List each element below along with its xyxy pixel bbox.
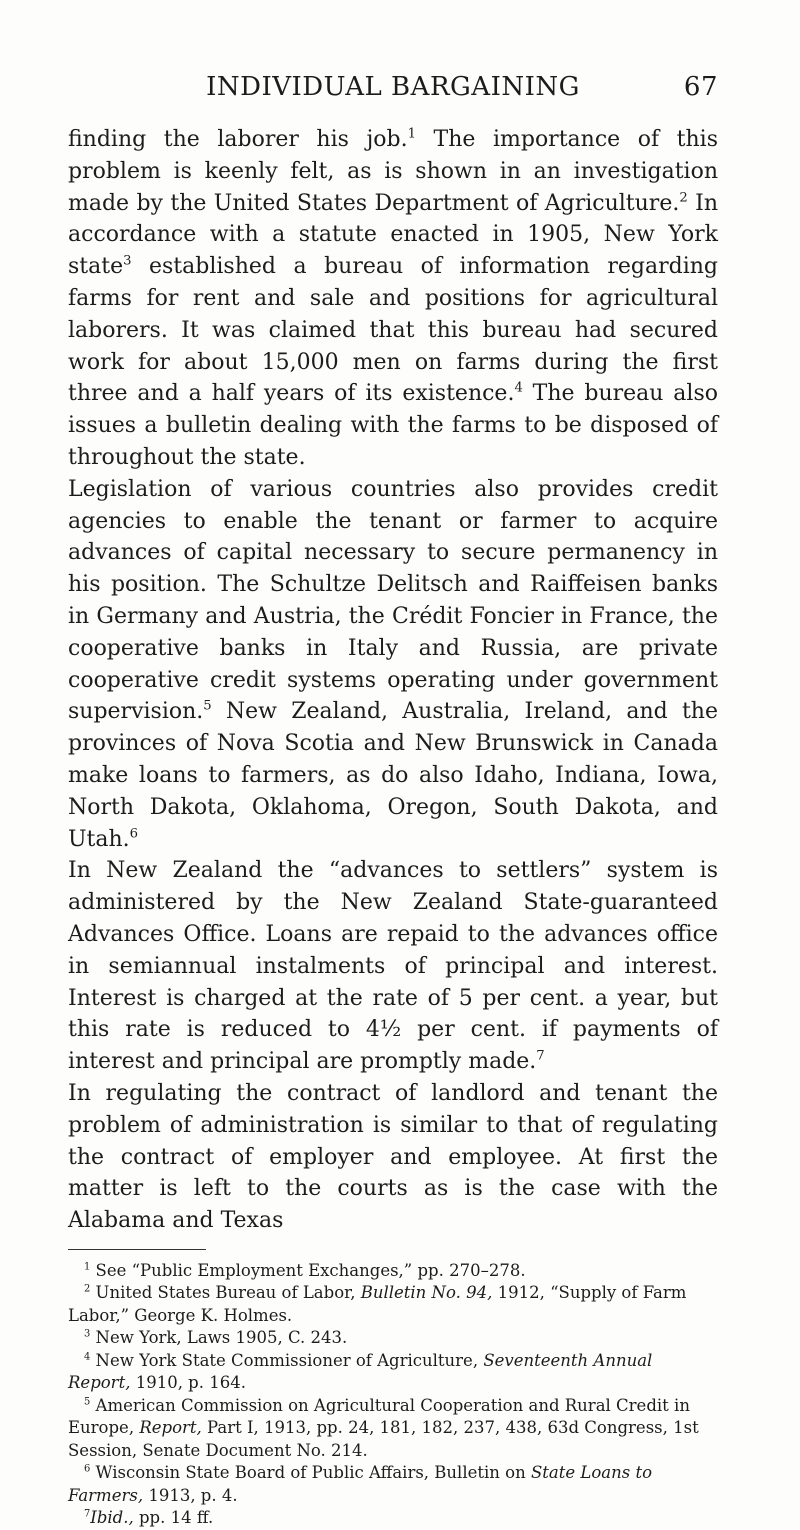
text-run: American Commission on Agricultural Cooperation and Rural Credit in Europe, xyxy=(68,1395,690,1438)
text-run: Legislation of various countries also provides credit agencies to enable the tenant or farmer to acquire advances of capital necessary to secure permanency in his position. The Schultze Delitsch and Raiffeisen banks in Germany and Austria, the Crédit Foncier in France, the cooperative banks in Italy and Russia, are private cooperative credit systems operating under government supervision. xyxy=(68,476,718,725)
text-run: New York State Commissioner of Agriculture, xyxy=(90,1350,484,1370)
footnote xyxy=(68,1395,718,1463)
footnote-marker: 3 xyxy=(123,253,132,269)
footnote-marker: 7 xyxy=(536,1048,545,1064)
footnote-marker: 4 xyxy=(84,1351,91,1363)
text-run: See “Public Employment Exchanges,” pp. 270–278. xyxy=(90,1260,526,1280)
text-run: pp. 14 ff. xyxy=(133,1508,214,1528)
body-text xyxy=(68,124,718,1237)
text-run: In accordance with a statute enacted in 1905, New York state xyxy=(68,190,718,280)
text-run: Part I, 1913, pp. 24, 181, 182, 237, 438, 63d Congress, 1st Session, Senate Document No. 214. xyxy=(68,1418,699,1460)
italic-text: State Loans to Farmers, xyxy=(68,1463,653,1505)
text-run: 1913, p. 4. xyxy=(143,1485,238,1505)
text-run: United States Bureau of Labor, xyxy=(90,1283,361,1303)
footnote-marker: 1 xyxy=(407,126,416,142)
text-run: The importance of this problem is keenly felt, as is shown in an investigation made by the United States Department of Agriculture. xyxy=(68,127,718,216)
running-head xyxy=(68,72,718,108)
footnote-marker: 2 xyxy=(679,190,688,206)
text-run: established a bureau of information regarding farms for rent and sale and positions for agricultural laborers. It was claimed that this bureau had secured work for about 15,000 men on farms during the first three and a half years of its existence. xyxy=(68,254,718,407)
footnote xyxy=(68,1462,718,1507)
text-run: In New Zealand the “advances to settlers” system is administered by the New Zealand State-guaranteed Advances Office. Loans are repaid to the advances office in semiannual instalments of principal and interest. Interest is charged at the rate of 5 per cent. a year, but this rate is reduced to 4½ per cent. if payments of interest and principal are promptly made. xyxy=(68,858,718,1075)
footnote-marker: 6 xyxy=(129,826,139,842)
footnote-marker: 5 xyxy=(84,1396,91,1408)
footnote-marker: 1 xyxy=(84,1261,91,1273)
text-run: In regulating the contract of landlord and tenant the problem of administration is similar to that of regulating the contract of employer and employee. At first the matter is left to the courts as is the case with the Alabama and Texas xyxy=(68,1080,718,1234)
footnote-marker: 6 xyxy=(84,1463,91,1475)
footnote-marker: 3 xyxy=(84,1328,91,1340)
running-title: INDIVIDUAL BARGAINING xyxy=(206,72,580,102)
text-run: The bureau also issues a bulletin dealing with the farms to be disposed of throughout the state. xyxy=(68,381,718,470)
italic-text: Report, xyxy=(139,1418,202,1438)
footnote-marker: 2 xyxy=(84,1283,91,1295)
footnote xyxy=(68,1507,718,1530)
body-paragraph xyxy=(68,855,718,1078)
text-run: 1912, “Supply of Farm Labor,” George K. Holmes. xyxy=(68,1283,687,1325)
footnote-marker: 5 xyxy=(203,699,212,715)
text-run: Wisconsin State Board of Public Affairs, Bulletin on xyxy=(90,1463,531,1483)
book-page xyxy=(68,72,718,1530)
footnote xyxy=(68,1327,718,1350)
body-paragraph xyxy=(68,474,718,856)
footnote-marker: 7 xyxy=(84,1508,91,1520)
italic-text: Seventeenth Annual Report, xyxy=(68,1350,653,1393)
footnote-marker: 4 xyxy=(514,381,523,397)
footnote xyxy=(68,1350,718,1395)
page-number: 67 xyxy=(683,72,718,102)
text-run: 1910, p. 164. xyxy=(130,1373,246,1393)
footnotes xyxy=(68,1260,718,1530)
body-paragraph xyxy=(68,1078,718,1237)
footnote-rule xyxy=(68,1249,206,1250)
text-run: finding the laborer his job. xyxy=(68,127,408,152)
italic-text: Ibid., xyxy=(90,1508,134,1528)
italic-text: Bulletin No. 94, xyxy=(360,1283,493,1303)
footnote xyxy=(68,1260,718,1283)
text-run: New Zealand, Australia, Ireland, and the provinces of Nova Scotia and New Brunswick in Canada make loans to farmers, as do also Idaho, Indiana, Iowa, North Dakota, Oklahoma, Oregon, South Dakota, and Utah. xyxy=(68,699,718,852)
footnote xyxy=(68,1282,718,1327)
body-paragraph xyxy=(68,124,718,474)
text-run: New York, Laws 1905, C. 243. xyxy=(90,1328,348,1348)
